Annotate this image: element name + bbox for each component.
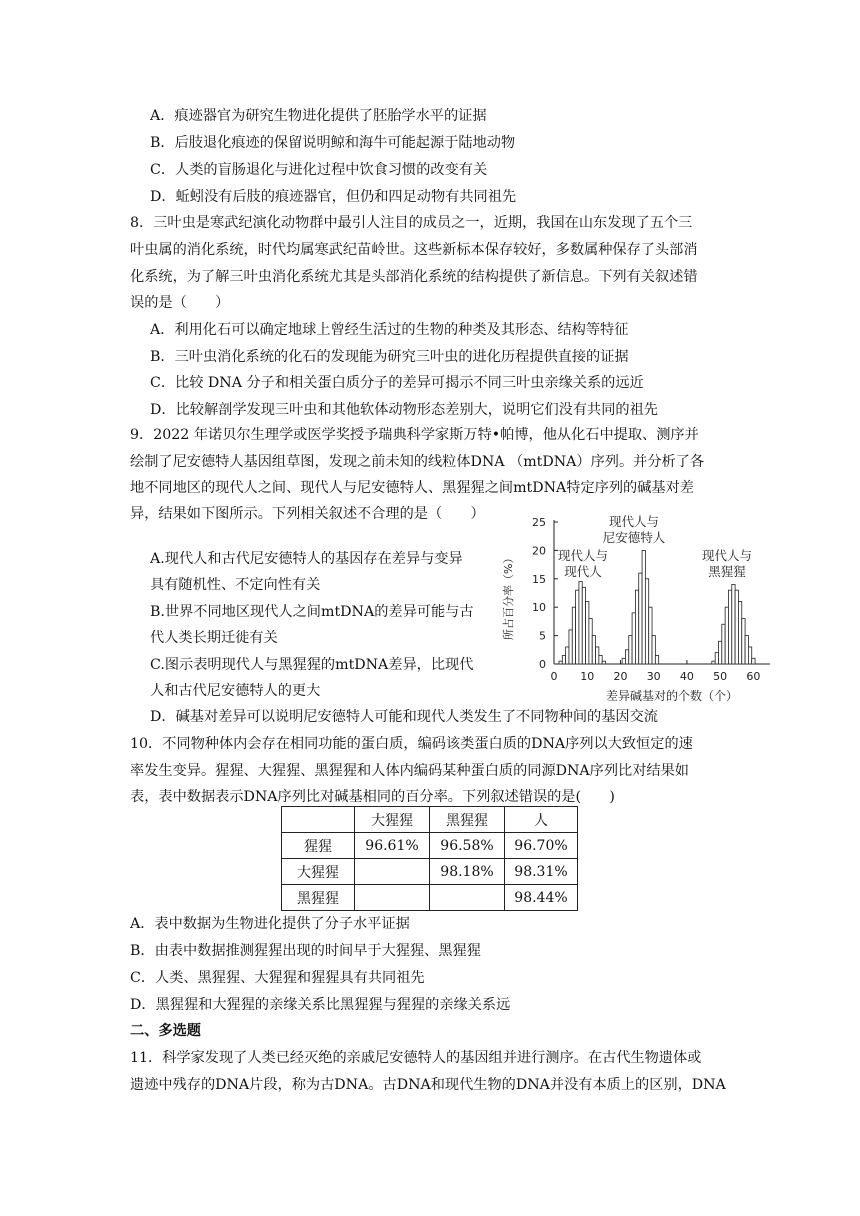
histogram-bar [622,658,625,664]
q9-stem-line: 地不同地区的现代人之间、现代人与尼安德特人、黑猩猩之间mtDNA特定序列的碱基对差 [130,480,694,496]
histogram-bar [592,636,595,664]
histogram-bar [576,590,579,664]
q9-option-d: D．碱基对差异可以说明尼安德特人可能和现代人类发生了不同物种间的基因交流 [150,709,658,725]
histogram-bar [748,647,751,664]
q7-option-a: A．痕迹器官为研究生物进化提供了胚胎学水平的证据 [150,108,487,124]
y-axis-label: 所占百分率（%） [502,552,515,640]
histogram-bar [562,655,565,664]
histogram-bar [629,636,632,664]
q10-option-b: B．由表中数据推测猩猩出现的时间早于大猩猩、黑猩猩 [130,943,481,959]
series-annotation: 现代人与 [557,548,609,563]
histogram-bar [645,579,648,664]
y-tick-label: 0 [539,658,546,671]
histogram-bar [718,641,721,664]
histogram-bar [728,590,731,664]
y-tick-label: 25 [532,516,546,529]
histogram-bar [625,650,628,664]
x-tick-label: 40 [679,670,694,683]
q8-option-d: D．比较解剖学发现三叶虫和其他软体动物形态差别大，说明它们没有共同的祖先 [150,402,658,418]
x-tick-label: 60 [746,670,761,683]
table-row [282,859,578,885]
q7-option-c: C．人类的盲肠退化与进化过程中饮食习惯的改变有关 [150,162,488,178]
histogram-bar [649,607,652,664]
histogram-bar [735,590,738,664]
q9-stem-line: 绘制了尼安德特人基因组草图，发现之前未知的线粒体DNA （mtDNA）序列。并分析了各 [130,454,705,470]
histogram-bar [738,602,741,664]
table-row [282,885,578,911]
q9-stem-line: 异，结果如下图所示。下列相关叙述不合理的是（ ） [130,506,485,522]
x-tick-label: 30 [646,670,661,683]
q10-stem-line: 表，表中数据表示DNA序列比对碱基相同的百分率。下列叙述错误的是( ) [130,789,615,805]
histogram-bar [655,655,658,664]
table-cell: 98.18% [430,859,505,885]
x-tick-label: 50 [713,670,728,683]
histogram-bar [599,655,602,664]
histogram-bar [712,661,715,664]
q8-stem-line: 化系统，为了解三叶虫消化系统尤其是头部消化系统的结构提供了新信息。下列有关叙述错 [130,269,698,285]
histogram-bar [715,653,718,664]
histogram-bar [745,636,748,664]
histogram-bar [742,619,745,664]
histogram-bar [632,613,635,664]
table-row-label: 黑猩猩 [282,885,355,911]
histogram-bar [579,582,582,664]
histogram-bar [572,607,575,664]
table-row-label: 大猩猩 [282,859,355,885]
table-cell [355,885,430,911]
y-tick-label: 10 [532,601,546,615]
y-tick-label: 5 [539,629,546,643]
table-cell: 98.31% [505,859,578,885]
table-header-cell: 人 [505,807,578,833]
histogram-bar [642,550,645,664]
q8-stem-line: 叶虫属的消化系统，时代均属寒武纪苗岭世。这些新标本保存较好，多数属种保存了头部消 [130,242,698,258]
histogram-bar [569,630,572,664]
histogram-bar [596,647,599,664]
q9-option-c-cont: 人和古代尼安德特人的更大 [150,683,321,699]
histogram-bar [732,584,735,664]
x-tick-label: 0 [550,670,558,683]
q10-option-d: D．黑猩猩和大猩猩的亲缘关系比黑猩猩与猩猩的亲缘关系远 [130,997,511,1013]
series-annotation: 现代人 [564,564,602,579]
histogram-bar [752,658,755,664]
q11-stem-line: 遗迹中残存的DNA片段，称为古DNA。古DNA和现代生物的DNA并没有本质上的区别，DNA [130,1077,726,1093]
y-tick-label: 15 [532,572,546,586]
q7-option-b: B．后肢退化痕迹的保留说明鲸和海牛可能起源于陆地动物 [150,135,516,151]
y-tick-label: 20 [532,544,546,558]
q9-option-a-cont: 具有随机性、不定向性有关 [150,577,321,593]
table-cell: 98.44% [505,885,578,911]
table-row [282,833,578,859]
series-annotation: 现代人与 [701,548,753,563]
q10-stem-line: 率发生变异。猩猩、大猩猩、黑猩猩和人体内编码某种蛋白质的同源DNA序列比对结果如 [130,763,689,779]
table-row-label: 猩猩 [282,833,355,859]
q10-option-c: C．人类、黑猩猩、大猩猩和猩猩具有共同祖先 [130,970,425,986]
q9-option-b: B.世界不同地区现代人之间mtDNA的差异可能与古 [150,604,474,620]
x-tick-label: 20 [613,670,628,683]
table-cell: 96.58% [430,833,505,859]
q9-option-b-cont: 代人类长期迁徙有关 [150,630,278,646]
dna-comparison-table [281,806,578,911]
q8-option-a: A．利用化石可以确定地球上曾经生活过的生物的种类及其形态、结构等特征 [150,322,629,338]
table-cell [430,885,505,911]
q8-option-c: C．比较 DNA 分子和相关蛋白质分子的差异可揭示不同三叶虫亲缘关系的远近 [150,375,644,391]
table-cell [355,859,430,885]
q8-stem-line: 8．三叶虫是寒武纪演化动物群中最引人注目的成员之一，近期，我国在山东发现了五个三 [130,215,693,231]
q7-option-d: D．蚯蚓没有后肢的痕迹器官，但仍和四足动物有共同祖先 [150,189,517,205]
histogram-bar [722,624,725,664]
histogram-bar [586,602,589,664]
q10-option-a: A．表中数据为生物进化提供了分子水平证据 [130,916,410,932]
mtdna-difference-chart [500,510,800,710]
series-annotation: 黑猩猩 [708,564,746,579]
histogram-bar [602,661,605,664]
histogram-bar [589,619,592,664]
x-axis-label: 差异碱基对的个数（个） [605,689,739,703]
table-header-row [282,807,578,833]
histogram-bar [559,661,562,664]
table-cell: 96.70% [505,833,578,859]
section-title: 二、多选题 [130,1023,201,1039]
histogram-bar [639,573,642,664]
table-header-cell: 黑猩猩 [430,807,505,833]
q9-option-a: A.现代人和古代尼安德特人的基因存在差异与变异 [150,551,463,567]
q8-option-b: B．三叶虫消化系统的化石的发现能为研究三叶虫的进化历程提供直接的证据 [150,349,629,365]
table-header-cell: 大猩猩 [355,807,430,833]
histogram-bar [725,607,728,664]
histogram-bar [566,647,569,664]
table-header-cell [282,807,355,833]
q9-option-c: C.图示表明现代人与黑猩猩的mtDNA差异，比现代 [150,657,474,673]
histogram-bar [652,636,655,664]
q8-stem-line: 误的是（ ） [130,295,230,311]
q9-stem-line: 9．2022 年诺贝尔生理学或医学奖授予瑞典科学家斯万特•帕博，他从化石中提取、测序并 [130,427,699,443]
table-cell: 96.61% [355,833,430,859]
series-annotation: 现代人与 [608,514,660,529]
q11-stem-line: 11．科学家发现了人类已经灭绝的亲戚尼安德特人的基因组并进行测序。在古代生物遗体或 [130,1050,702,1066]
series-annotation: 尼安德特人 [602,530,666,545]
x-tick-label: 10 [580,670,595,683]
histogram-bar [635,590,638,664]
q10-stem-line: 10．不同物种体内会存在相同功能的蛋白质，编码该类蛋白质的DNA序列以大致恒定的速 [130,736,693,752]
histogram-bar [582,587,585,664]
